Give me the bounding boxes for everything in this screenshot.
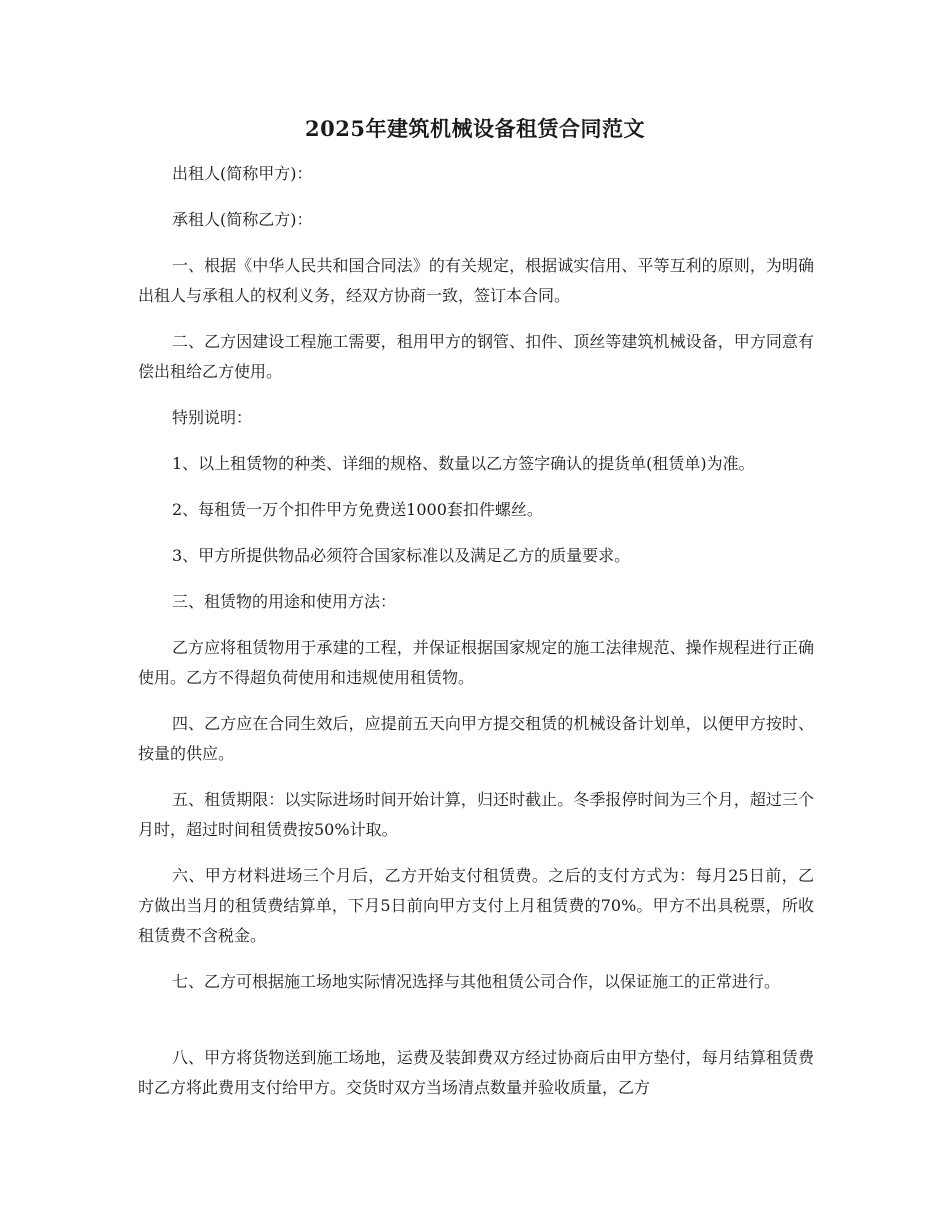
paragraph-note-3: 3、甲方所提供物品必须符合国家标准以及满足乙方的质量要求。 [172,546,631,565]
paragraph-lessee: 承租人(简称乙方)： [172,210,313,229]
paragraph-note-1: 1、以上租赁物的种类、详细的规格、数量以乙方签字确认的提货单(租赁单)为准。 [172,454,755,473]
paragraph-note-2: 2、每租赁一万个扣件甲方免费送1000套扣件螺丝。 [172,500,543,519]
paragraph-clause-3: 三、租赁物的用途和使用方法： [172,592,397,611]
paragraph-clause-7: 七、乙方可根据施工场地实际情况选择与其他租赁公司合作，以保证施工的正常进行。 [172,972,781,991]
paragraph-special-note: 特别说明： [172,408,253,427]
paragraph-clause-4: 四、乙方应在合同生效后，应提前五天向甲方提交租赁的机械设备计划单，以便甲方按时、按量的供应。 [138,714,814,763]
paragraph-clause-6: 六、甲方材料进场三个月后，乙方开始支付租赁费。之后的支付方式为：每月25日前，乙方做出当月的租赁费结算单，下月5日前向甲方支付上月租赁费的70%。甲方不出具税票，所收租赁费不含税金。 [138,866,814,945]
paragraph-clause-8: 八、甲方将货物送到施工场地，运费及装卸费双方经过协商后由甲方垫付，每月结算租赁费时乙方将此费用支付给甲方。交货时双方当场清点数量并验收质量，乙方 [138,1048,814,1097]
paragraph-clause-1: 一、根据《中华人民共和国合同法》的有关规定，根据诚实信用、平等互利的原则，为明确出租人与承租人的权利义务，经双方协商一致，签订本合同。 [138,256,814,305]
document-title: 2025年建筑机械设备租赁合同范文 [305,116,645,141]
paragraph-lessor: 出租人(简称甲方)： [172,164,313,183]
paragraph-clause-2: 二、乙方因建设工程施工需要，租用甲方的钢管、扣件、顶丝等建筑机械设备，甲方同意有偿出租给乙方使用。 [138,332,814,381]
paragraph-clause-5: 五、租赁期限：以实际进场时间开始计算，归还时截止。冬季报停时间为三个月，超过三个月时，超过时间租赁费按50%计取。 [138,790,814,839]
paragraph-usage: 乙方应将租赁物用于承建的工程，并保证根据国家规定的施工法律规范、操作规程进行正确使用。乙方不得超负荷使用和违规使用租赁物。 [138,638,814,687]
